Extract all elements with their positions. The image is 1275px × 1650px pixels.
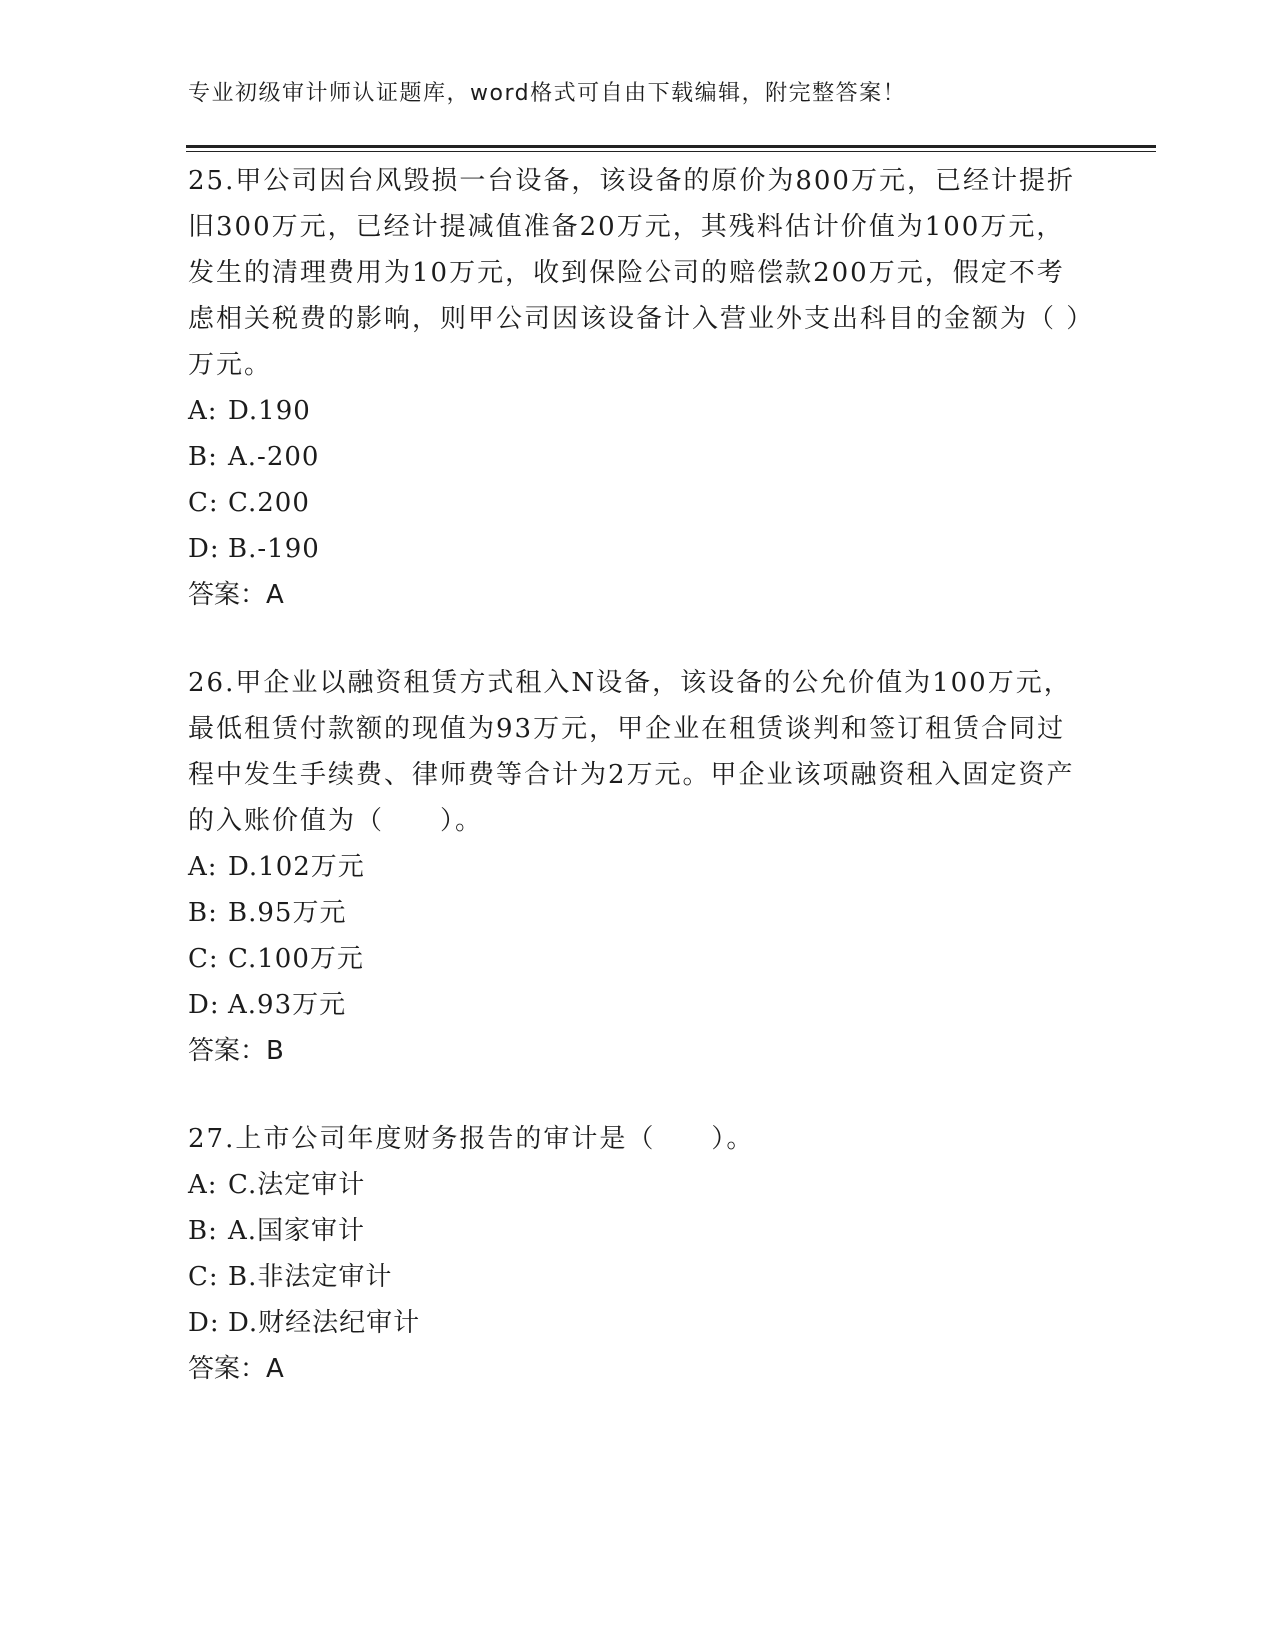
option-text: C.100万元 [228,944,364,974]
option-b [188,1208,1088,1254]
option-key: C: [188,944,219,974]
option-a [188,388,1088,434]
question-stem: 25.甲公司因台风毁损一台设备，该设备的原价为800万元，已经计提折旧300万元，已经计提减值准备20万元，其残料估计价值为100万元，发生的清理费用为10万元，收到保险公司的赔偿款200万元，假定不考虑相关税费的影响，则甲公司因该设备计入营业外支出科目的金额为（ ）万元。 [188,166,1082,380]
option-text: C.法定审计 [228,1170,366,1200]
option-a [188,844,1088,890]
option-d [188,526,1088,572]
option-key: D: [188,1308,220,1338]
option-key: A: [188,852,218,882]
question-25 [188,158,1088,618]
option-b [188,434,1088,480]
option-c [188,936,1088,982]
option-c [188,1254,1088,1300]
answer-line: 答案：A [188,580,284,610]
option-text: D.财经法纪审计 [228,1308,421,1338]
option-text: B.-190 [228,534,320,564]
option-a [188,1162,1088,1208]
option-key: B: [188,1216,218,1246]
option-text: D.102万元 [228,852,365,882]
question-stem: 26.甲企业以融资租赁方式租入N设备，该设备的公允价值为100万元，最低租赁付款额的现值为93万元，甲企业在租赁谈判和签订租赁合同过程中发生手续费、律师费等合计为2万元。甲企业该项融资租入固定资产的入账价值为（ ）。 [188,668,1075,836]
option-key: C: [188,488,219,518]
answer-line: 答案：A [188,1354,284,1384]
header-rule-thick [186,145,1156,148]
question-list [188,158,1088,1434]
page-header: 专业初级审计师认证题库，word格式可自由下载编辑，附完整答案！ [188,81,907,106]
option-text: D.190 [228,396,311,426]
option-c [188,480,1088,526]
option-text: A.93万元 [228,990,347,1020]
option-d [188,1300,1088,1346]
answer-line: 答案：B [188,1036,284,1066]
option-text: A.-200 [228,442,320,472]
option-key: D: [188,534,220,564]
option-text: B.95万元 [228,898,347,928]
option-key: A: [188,1170,218,1200]
option-key: B: [188,898,218,928]
option-b [188,890,1088,936]
option-text: B.非法定审计 [228,1262,393,1292]
option-key: B: [188,442,218,472]
header-rule-thin [186,151,1156,152]
option-d [188,982,1088,1028]
question-27 [188,1116,1088,1392]
option-text: C.200 [228,488,310,518]
option-key: D: [188,990,220,1020]
option-key: A: [188,396,218,426]
option-text: A.国家审计 [228,1216,366,1246]
question-26 [188,660,1088,1074]
question-stem: 27.上市公司年度财务报告的审计是（ ）。 [188,1124,755,1154]
option-key: C: [188,1262,219,1292]
